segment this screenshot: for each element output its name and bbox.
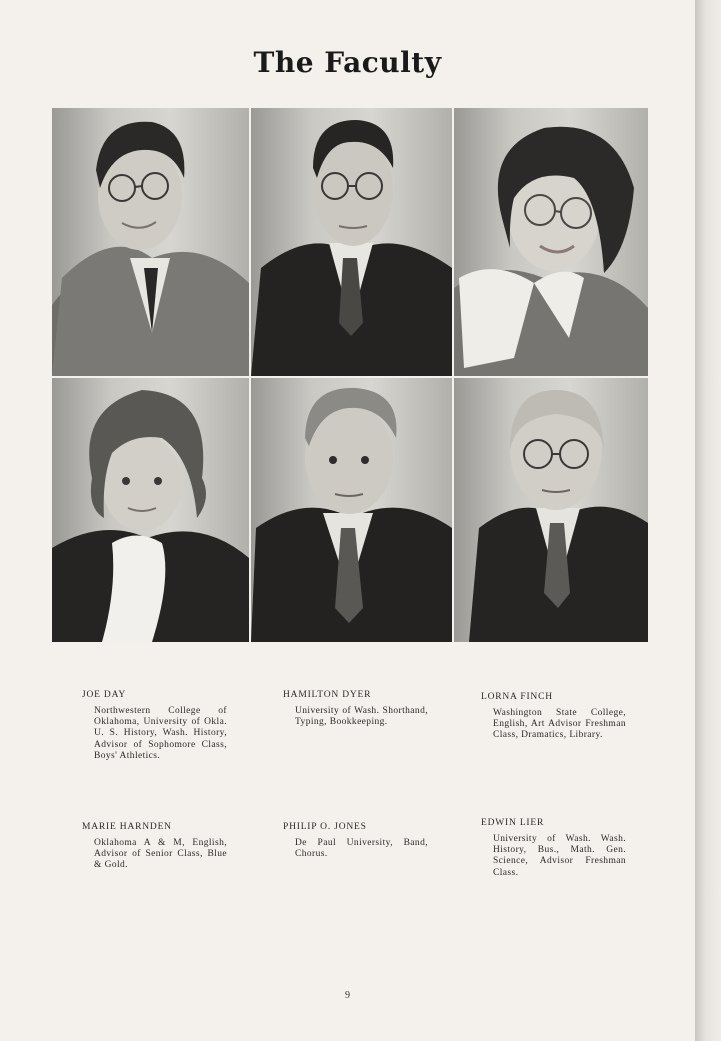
- faculty-bio-philip-jones: [283, 822, 428, 860]
- faculty-photo-hamilton-dyer: [251, 108, 452, 376]
- faculty-name: HAMILTON DYER: [283, 690, 372, 700]
- faculty-photo-marie-harnden: [52, 378, 249, 642]
- faculty-bio-marie-harnden: [82, 822, 227, 872]
- faculty-bio-text: Washington State College, English, Art Advisor Freshman Class, Dramatics, Library.: [493, 708, 626, 741]
- page-title: The Faculty: [253, 46, 442, 79]
- faculty-bio-text: University of Wash. Wash. History, Bus., Math. Gen. Science, Advisor Freshman Class.: [493, 834, 626, 878]
- faculty-name: JOE DAY: [82, 690, 127, 700]
- faculty-bio-lorna-finch: [481, 692, 626, 742]
- faculty-name: LORNA FINCH: [481, 692, 553, 702]
- faculty-bio-text: De Paul University, Band, Chorus.: [295, 838, 428, 860]
- faculty-photo-philip-jones: [251, 378, 452, 642]
- faculty-photo-joe-day: [52, 108, 249, 376]
- faculty-photo-grid: [52, 108, 648, 643]
- faculty-bio-hamilton-dyer: [283, 690, 428, 728]
- page-number: 9: [345, 990, 350, 1001]
- faculty-bio-text: Northwestern College of Oklahoma, University of Okla. U. S. History, Wash. History, Advisor of Sophomore Class, Boys' Athletics.: [94, 706, 227, 761]
- faculty-bio-text: Oklahoma A & M, English, Advisor of Senior Class, Blue & Gold.: [94, 838, 227, 871]
- faculty-bio-joe-day: [82, 690, 227, 762]
- faculty-name: EDWIN LIER: [481, 818, 545, 828]
- faculty-photo-lorna-finch: [454, 108, 648, 376]
- faculty-photo-edwin-lier: [454, 378, 648, 642]
- faculty-bio-edwin-lier: [481, 818, 626, 879]
- page-edge-shadow: [695, 0, 721, 1041]
- faculty-name: MARIE HARNDEN: [82, 822, 172, 832]
- faculty-name: PHILIP O. JONES: [283, 822, 367, 832]
- faculty-bio-text: University of Wash. Shorthand, Typing, Bookkeeping.: [295, 706, 428, 728]
